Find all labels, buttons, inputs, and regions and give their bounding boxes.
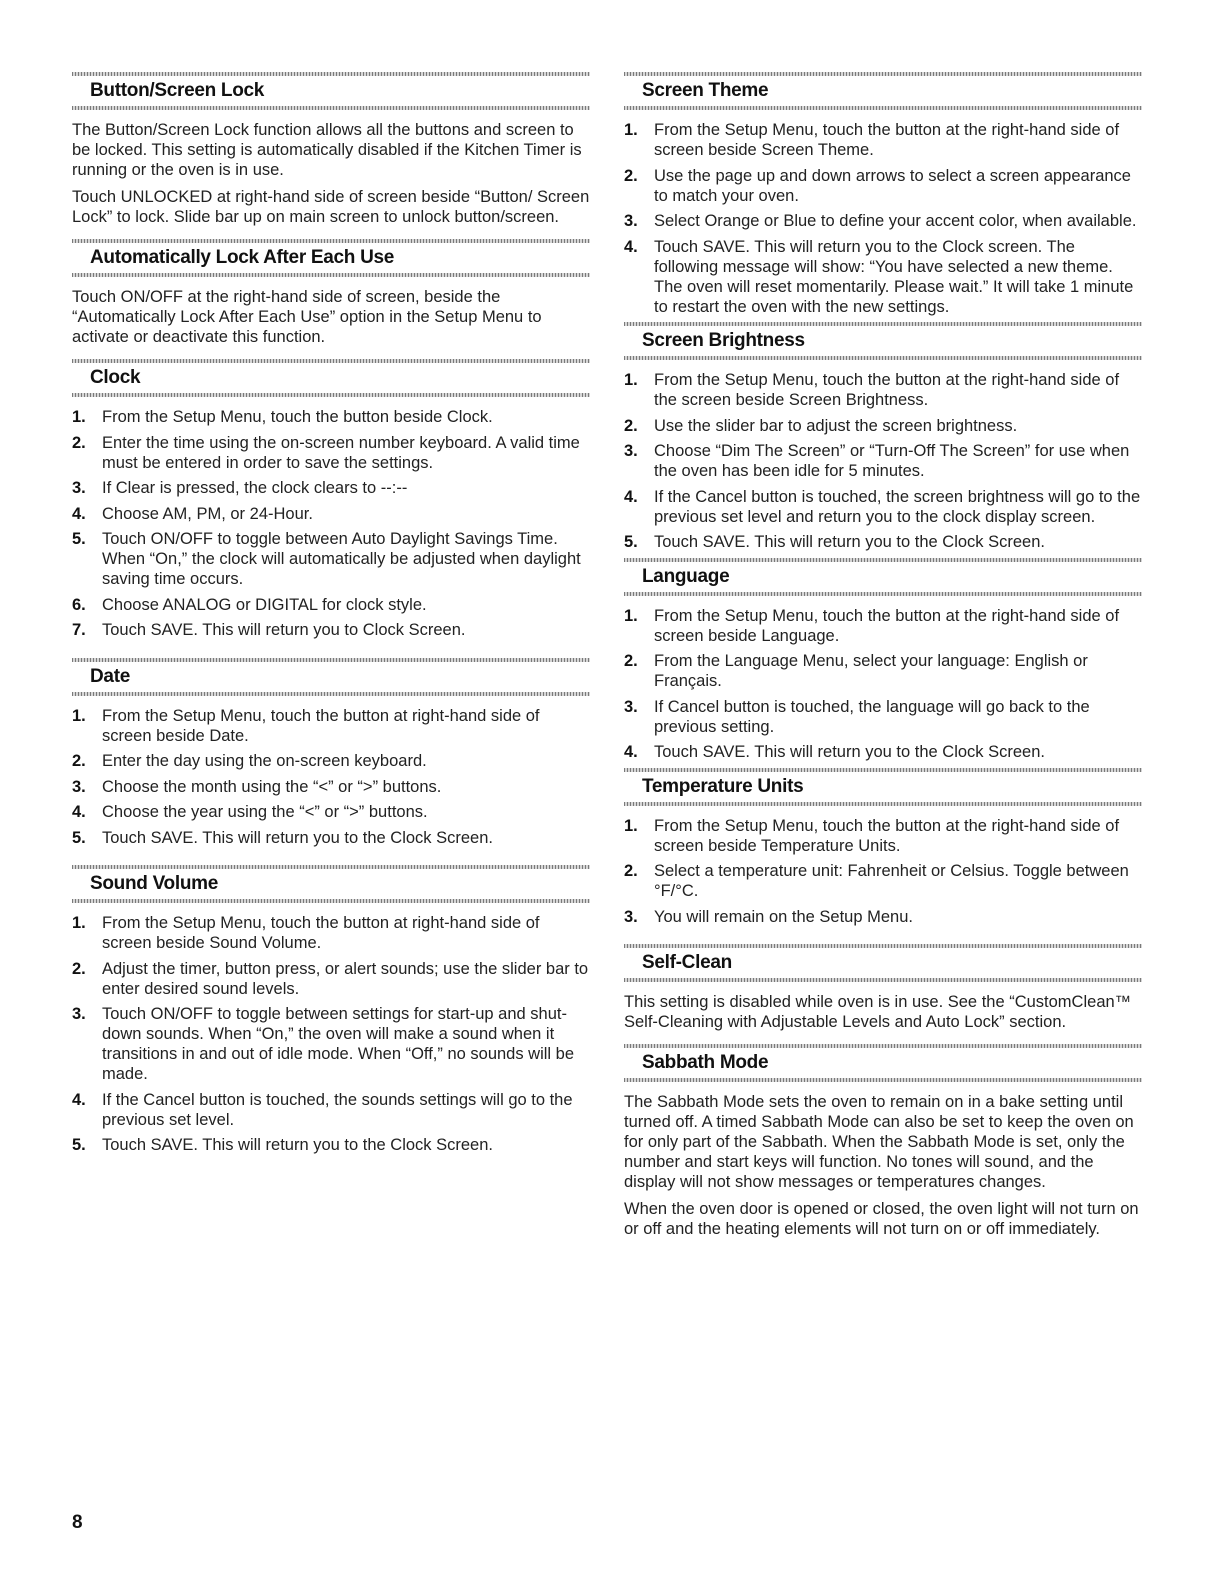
section-title: Sabbath Mode <box>642 1052 769 1073</box>
step-text: Touch ON/OFF to toggle between Auto Daylight Savings Time. When “On,” the clock will automatically be adjusted when daylight saving time occurs. <box>102 530 581 588</box>
step-number: 2. <box>624 166 638 185</box>
step-item <box>624 120 1142 160</box>
step-item <box>72 595 590 615</box>
steps-list <box>624 120 1142 317</box>
step-text: If the Cancel button is touched, the sounds settings will go to the previous set level. <box>102 1090 573 1129</box>
step-item <box>72 504 590 524</box>
section-title: Screen Brightness <box>642 330 805 351</box>
paragraph: When the oven door is opened or closed, the oven light will not turn on or off and the heating elements will not turn on or off immediately. <box>624 1200 1139 1238</box>
section-header <box>72 865 590 903</box>
step-text: Choose the month using the “<” or “>” buttons. <box>102 777 442 796</box>
step-number: 2. <box>72 752 86 770</box>
section-header <box>624 72 1142 110</box>
step-text: Touch SAVE. This will return you to the Clock Screen. <box>102 828 493 847</box>
step-number: 3. <box>624 907 638 926</box>
section-title: Button/Screen Lock <box>90 80 265 101</box>
step-text: From the Setup Menu, touch the button at right-hand side of screen beside Sound Volume. <box>102 914 540 952</box>
paragraph: Touch UNLOCKED at right-hand side of screen beside “Button/ Screen Lock” to lock. Slide bar up on main screen to unlock button/screen. <box>72 188 590 226</box>
step-text: Touch SAVE. This will return you to the Clock Screen. <box>654 743 1045 761</box>
step-item <box>72 620 590 640</box>
step-text: Touch SAVE. This will return you to Clock Screen. <box>102 621 466 639</box>
section-sabbath-mode <box>624 1044 1142 1239</box>
step-item <box>624 697 1142 737</box>
section-title: Self-Clean <box>642 952 732 973</box>
steps-list <box>72 407 590 640</box>
step-item <box>72 1004 590 1084</box>
section-header <box>624 768 1142 806</box>
step-text: Select Orange or Blue to define your accent color, when available. <box>654 212 1137 230</box>
step-number: 1. <box>72 914 86 932</box>
section-clock <box>72 359 590 640</box>
section-language <box>624 558 1142 763</box>
step-item <box>72 529 590 589</box>
step-text: Choose ANALOG or DIGITAL for clock style. <box>102 595 427 614</box>
step-number: 1. <box>624 606 638 625</box>
step-text: Use the page up and down arrows to select a screen appearance to match your oven. <box>654 166 1131 205</box>
step-number: 5. <box>72 828 86 847</box>
step-text: From the Setup Menu, touch the button beside Clock. <box>102 408 493 426</box>
step-item <box>72 433 590 473</box>
step-item <box>72 706 590 746</box>
step-number: 1. <box>624 121 638 139</box>
step-text: Choose AM, PM, or 24-Hour. <box>102 504 313 523</box>
step-item <box>624 237 1142 317</box>
step-text: Select a temperature unit: Fahrenheit or Celsius. Toggle between °F/°C. <box>654 862 1129 900</box>
step-text: From the Setup Menu, touch the button at right-hand side of screen beside Date. <box>102 706 540 745</box>
step-number: 3. <box>624 212 638 230</box>
step-number: 3. <box>72 777 86 796</box>
step-number: 2. <box>624 416 638 435</box>
step-text: If Cancel button is touched, the language will go back to the previous setting. <box>654 697 1090 736</box>
steps-list <box>624 370 1142 552</box>
step-number: 6. <box>72 595 86 614</box>
step-item <box>72 407 590 427</box>
step-item <box>72 777 590 797</box>
paragraph: This setting is disabled while oven is in use. See the “CustomClean™ Self-Cleaning with Adjustable Levels and Auto Lock” section. <box>624 993 1132 1031</box>
step-text: Touch ON/OFF to toggle between settings for start-up and shut-down sounds. When “On,” the oven will make a sound when it transitions in and out of idle mode. When “Off,” no sounds will be made. <box>102 1005 575 1083</box>
step-number: 2. <box>72 433 86 452</box>
step-number: 1. <box>624 816 638 835</box>
section-header <box>624 322 1142 360</box>
section-button-screen-lock <box>72 72 590 227</box>
step-item <box>624 211 1142 231</box>
section-header <box>72 72 590 110</box>
page-number: 8 <box>72 1512 83 1533</box>
step-number: 4. <box>624 743 638 761</box>
section-title: Language <box>642 565 730 587</box>
step-number: 4. <box>72 803 86 821</box>
step-text: Choose “Dim The Screen” or “Turn-Off The Screen” for use when the oven has been idle for 5 minutes. <box>654 442 1130 480</box>
step-item <box>624 370 1142 410</box>
right-column <box>624 72 1142 1239</box>
section-screen-brightness <box>624 322 1142 552</box>
step-item <box>624 532 1142 552</box>
step-item <box>624 416 1142 436</box>
section-header <box>72 658 590 696</box>
step-text: Touch SAVE. This will return you to the Clock screen. The following message will show: “You have selected a new theme. The oven will reset momentarily. Please wait.” It will take 1 minute to restart the oven with the new settings. <box>654 237 1134 316</box>
step-number: 5. <box>72 530 86 548</box>
section-header <box>72 359 590 397</box>
section-screen-theme <box>624 72 1142 317</box>
section-title: Temperature Units <box>642 775 804 797</box>
step-number: 4. <box>72 1090 86 1109</box>
step-text: Touch SAVE. This will return you to the Clock Screen. <box>654 533 1045 551</box>
section-header <box>72 239 590 277</box>
step-number: 3. <box>624 442 638 460</box>
step-text: Use the slider bar to adjust the screen brightness. <box>654 416 1018 435</box>
step-item <box>624 816 1142 856</box>
step-item <box>624 742 1142 762</box>
step-number: 2. <box>624 652 638 670</box>
step-number: 5. <box>624 533 638 551</box>
step-number: 1. <box>72 408 86 426</box>
step-number: 4. <box>72 504 86 523</box>
step-number: 3. <box>624 697 638 716</box>
section-title: Automatically Lock After Each Use <box>90 247 395 268</box>
step-text: Touch SAVE. This will return you to the Clock Screen. <box>102 1136 493 1154</box>
section-self-clean <box>624 944 1142 1032</box>
step-number: 7. <box>72 621 86 639</box>
step-item <box>624 606 1142 646</box>
step-number: 2. <box>72 959 86 978</box>
step-text: Enter the day using the on-screen keyboard. <box>102 752 427 770</box>
step-item <box>72 1135 590 1155</box>
step-item <box>72 913 590 953</box>
step-number: 2. <box>624 862 638 880</box>
section-header <box>624 944 1142 982</box>
step-number: 5. <box>72 1136 86 1154</box>
step-item <box>72 478 590 498</box>
step-item <box>624 166 1142 206</box>
step-item <box>72 751 590 771</box>
section-auto-lock <box>72 239 590 347</box>
step-number: 1. <box>72 706 86 725</box>
section-title: Screen Theme <box>642 80 769 101</box>
step-text: From the Setup Menu, touch the button at the right-hand side of screen beside Temperature Units. <box>654 816 1120 855</box>
section-title: Date <box>90 665 130 687</box>
section-sound-volume <box>72 865 590 1155</box>
step-item <box>624 441 1142 481</box>
step-text: From the Setup Menu, touch the button at the right-hand side of screen beside Language. <box>654 606 1120 645</box>
step-number: 4. <box>624 237 638 256</box>
paragraph: The Button/Screen Lock function allows all the buttons and screen to be locked. This setting is automatically disabled if the Kitchen Timer is running or the oven is in use. <box>72 121 582 179</box>
step-item <box>624 651 1142 691</box>
step-text: You will remain on the Setup Menu. <box>654 907 913 926</box>
step-number: 4. <box>624 487 638 506</box>
left-column <box>72 72 590 1161</box>
section-header <box>624 558 1142 596</box>
step-number: 1. <box>624 371 638 389</box>
section-temperature-units <box>624 768 1142 927</box>
step-item <box>72 828 590 848</box>
step-text: From the Setup Menu, touch the button at the right-hand side of the screen beside Screen Brightness. <box>654 371 1120 409</box>
step-item <box>72 959 590 999</box>
step-text: Adjust the timer, button press, or alert sounds; use the slider bar to enter desired sound levels. <box>102 959 589 998</box>
step-item <box>624 487 1142 527</box>
section-title: Sound Volume <box>90 873 218 894</box>
step-text: Enter the time using the on-screen number keyboard. A valid time must be entered in order to save the settings. <box>102 433 580 472</box>
steps-list <box>624 606 1142 763</box>
section-date <box>72 658 590 848</box>
section-title: Clock <box>90 367 141 388</box>
step-item <box>624 861 1142 901</box>
step-number: 3. <box>72 479 86 497</box>
steps-list <box>72 706 590 848</box>
step-text: Choose the year using the “<” or “>” buttons. <box>102 803 428 821</box>
paragraph: Touch ON/OFF at the right-hand side of screen, beside the “Automatically Lock After Each Use” option in the Setup Menu to activate or deactivate this function. <box>72 288 542 346</box>
step-item <box>72 1090 590 1130</box>
step-text: From the Language Menu, select your language: English or Français. <box>654 652 1088 690</box>
paragraph: The Sabbath Mode sets the oven to remain on in a bake setting until turned off. A timed Sabbath Mode can also be set to keep the oven on for only part of the Sabbath. When the Sabbath Mode is set, only the number and start keys will function. No tones will sound, and the display will not show messages or temperatures changes. <box>624 1093 1134 1191</box>
section-header <box>624 1044 1142 1082</box>
step-text: From the Setup Menu, touch the button at the right-hand side of screen beside Screen Theme. <box>654 121 1120 159</box>
step-text: If the Cancel button is touched, the screen brightness will go to the previous set level and return you to the clock display screen. <box>654 487 1141 526</box>
steps-list <box>72 913 590 1155</box>
step-item <box>624 907 1142 927</box>
steps-list <box>624 816 1142 927</box>
step-number: 3. <box>72 1005 86 1023</box>
step-item <box>72 802 590 822</box>
step-text: If Clear is pressed, the clock clears to --:-- <box>102 479 408 497</box>
